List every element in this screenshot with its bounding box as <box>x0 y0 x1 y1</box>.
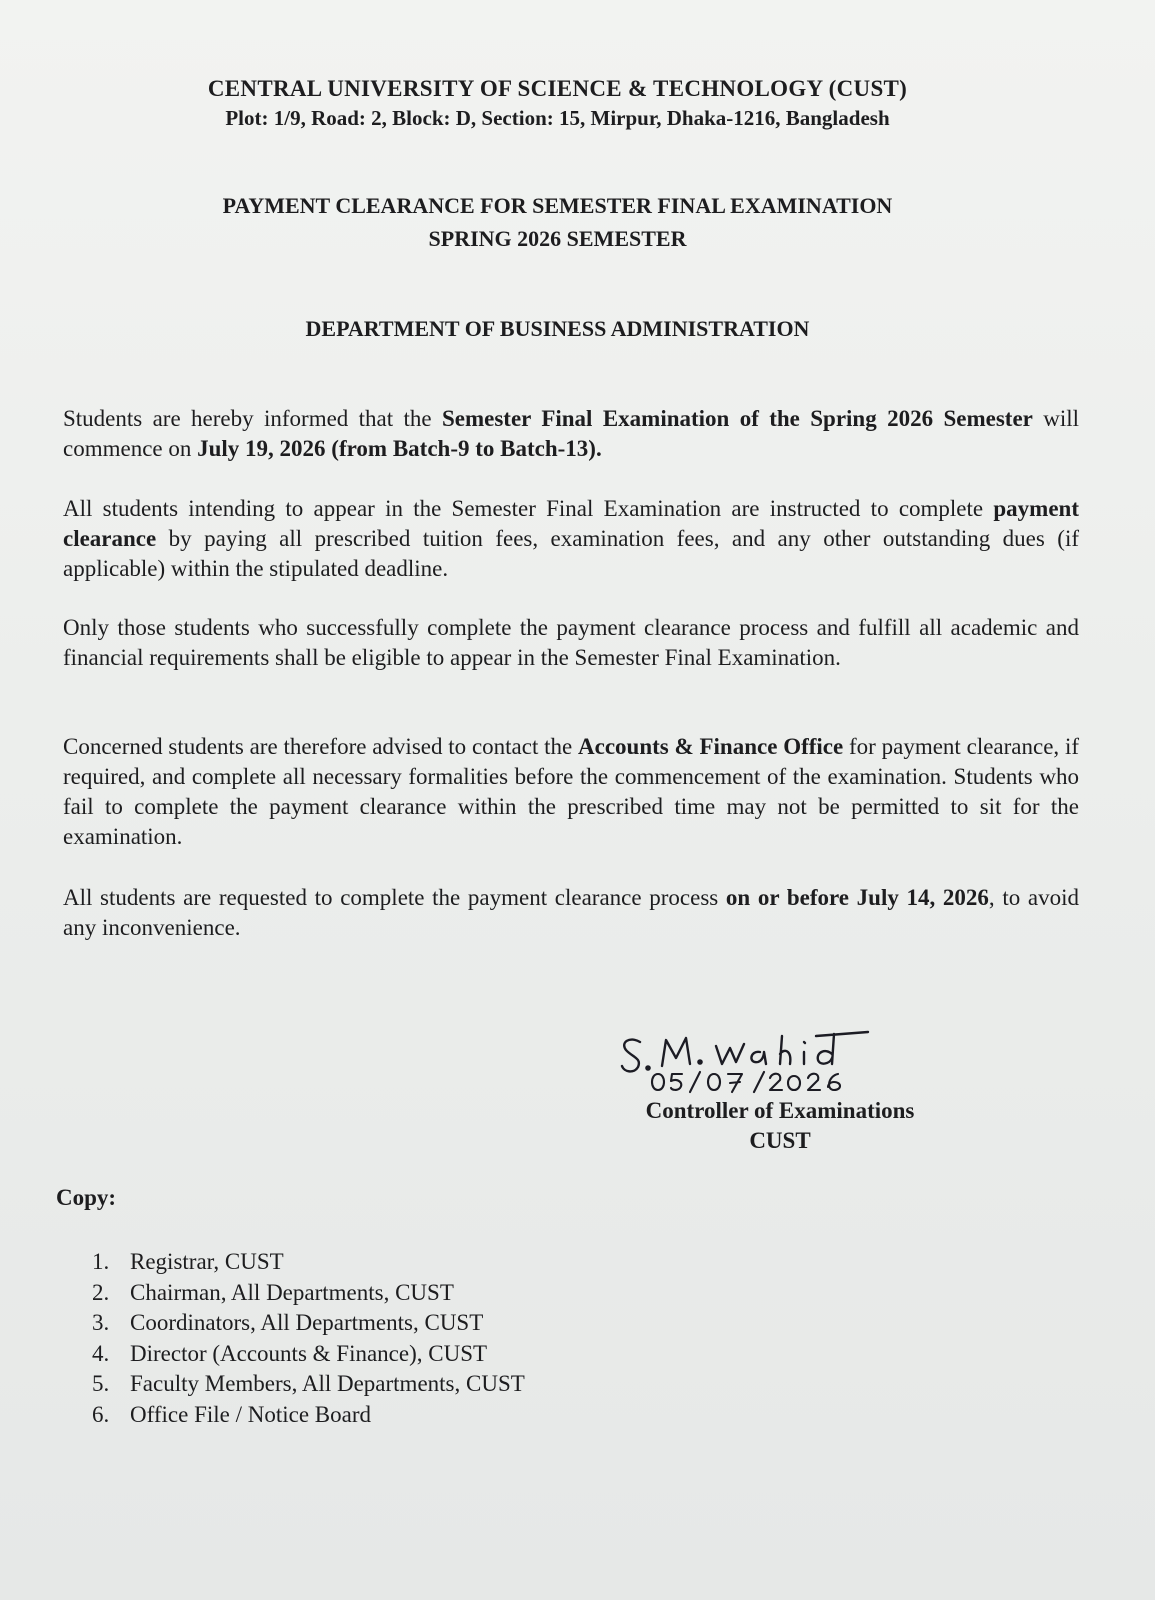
list-item <box>92 1247 525 1278</box>
department-heading: DEPARTMENT OF BUSINESS ADMINISTRATION <box>305 316 810 341</box>
bold-text: July 19, 2026 (from Batch-9 to Batch-13). <box>197 436 602 461</box>
copy-label: Copy: <box>56 1185 117 1210</box>
list-number: 6. <box>92 1401 110 1427</box>
notice-subtitle: SPRING 2026 SEMESTER <box>428 226 687 251</box>
copy-list <box>92 1247 525 1430</box>
bold-text: on or before July 14, 2026 <box>725 885 989 910</box>
text: will commence on <box>63 406 1080 461</box>
handwritten-signature <box>620 1030 900 1100</box>
signatory-org: CUST <box>749 1128 811 1153</box>
list-text: Director (Accounts & Finance), CUST <box>130 1340 488 1366</box>
paragraph-eligibility <box>63 613 1079 673</box>
university-name: CENTRAL UNIVERSITY OF SCIENCE & TECHNOLOGY (CUST) <box>207 76 908 101</box>
text: for payment clearance, if required, and complete all necessary formalities before the commencement of the examination. Students who fail to complete the payment clearance within the prescribed time may not be permitted to sit for the examination. <box>63 734 1079 849</box>
list-number: 4. <box>92 1340 110 1366</box>
signatory-title: Controller of Examinations <box>645 1098 915 1123</box>
list-item <box>92 1400 525 1431</box>
list-text: Chairman, All Departments, CUST <box>130 1279 454 1305</box>
list-item <box>92 1369 525 1400</box>
paragraph-deadline <box>63 883 1079 943</box>
text: Students are hereby informed that the <box>63 406 442 431</box>
list-number: 2. <box>92 1279 110 1305</box>
text: All students intending to appear in the Semester Final Examination are instructed to complete <box>63 496 994 521</box>
paragraph-contact-office <box>63 732 1079 852</box>
list-item <box>92 1339 525 1370</box>
paragraph-payment-instructions <box>63 494 1079 584</box>
bold-text: payment clearance <box>63 496 1079 551</box>
list-number: 3. <box>92 1310 110 1335</box>
text: , to avoid any inconvenience. <box>63 885 1079 940</box>
university-address: Plot: 1/9, Road: 2, Block: D, Section: 15, Mirpur, Dhaka-1216, Bangladesh <box>225 106 890 130</box>
list-text: Registrar, CUST <box>130 1249 284 1274</box>
list-item <box>92 1278 525 1309</box>
list-number: 5. <box>92 1371 110 1396</box>
text: Only those students who successfully complete the payment clearance process and fulfill all academic and financial requirements shall be eligible to appear in the Semester Final Examination. <box>63 615 1079 670</box>
paragraph-exam-schedule <box>63 404 1079 464</box>
text: All students are requested to complete the payment clearance process <box>63 885 726 910</box>
notice-title: PAYMENT CLEARANCE FOR SEMESTER FINAL EXAMINATION <box>222 193 893 218</box>
text: by paying all prescribed tuition fees, examination fees, and any other outstanding dues (if applicable) within the stipulated deadline. <box>63 526 1079 581</box>
list-number: 1. <box>92 1249 110 1274</box>
list-text: Faculty Members, All Departments, CUST <box>130 1371 525 1396</box>
bold-text: Accounts & Finance Office <box>578 734 844 759</box>
text: Concerned students are therefore advised to contact the <box>63 734 579 759</box>
list-item <box>92 1308 525 1339</box>
list-text: Office File / Notice Board <box>130 1401 372 1427</box>
bold-text: Semester Final Examination of the Spring 2026 Semester <box>441 406 1033 431</box>
list-text: Coordinators, All Departments, CUST <box>130 1310 484 1335</box>
